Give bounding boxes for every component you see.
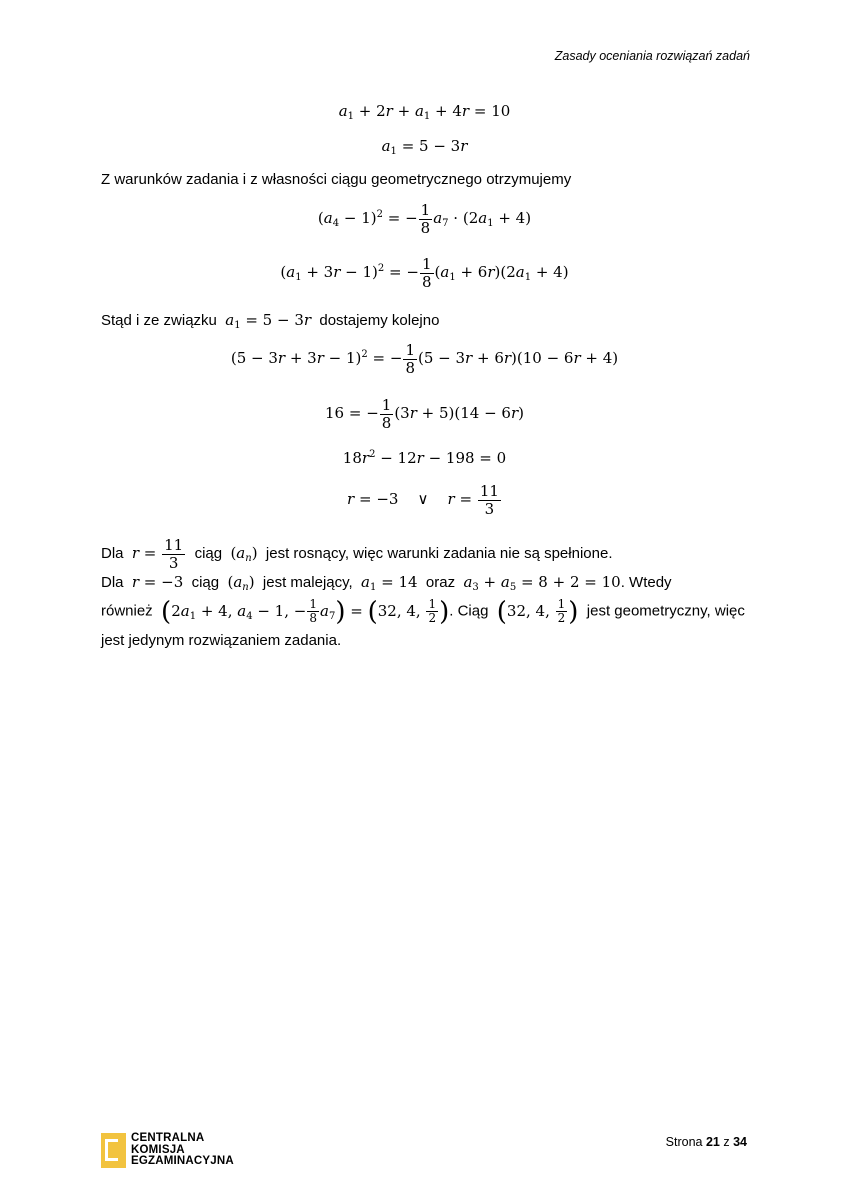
dla1-text-b: ciąg (194, 545, 223, 562)
equation-substitution: (5 − 3𝑟 + 3𝑟 − 1)$^2$ = − $\frac{1}{8}$ (5 − 3𝑟 + 6𝑟)(10 − 6𝑟 + 4) (230, 341, 619, 377)
intro-text: Z warunków zadania i z własności ciągu geometrycznego otrzymujemy (101, 171, 572, 188)
dla2-text-d: oraz (425, 574, 456, 591)
row3-text-c: jest geometryczny, więc (586, 602, 745, 620)
dla2-text-b: ciąg (191, 574, 220, 591)
equation-simplified: 16 = − $\frac{1}{8}$ (3𝑟 + 5)(14 − 6𝑟) (325, 396, 524, 432)
dla-line-2: Dla 𝑟 = −3 ciąg (𝑎$_𝑛$) jest malejący, 𝑎$_1$ = 14 oraz 𝑎$_3$ + 𝑎$_5$ = 8 + 2 = 10. Wtedy (101, 573, 672, 593)
logo-line-1: CENTRALNA (131, 1132, 205, 1144)
equation-geometric-2: (𝑎$_1$ + 3𝑟 − 1)$^2$ = − $\frac{1}{8}$ (𝑎$_1$ + 6𝑟)(2𝑎$_1$ + 4) (280, 255, 569, 291)
dla1-text-a: Dla (101, 545, 124, 562)
page-number (666, 1135, 747, 1149)
page-sep: z (723, 1135, 730, 1149)
equation-geometric-1: (𝑎$_4$ − 1)$^2$ = − $\frac{1}{8}$ 𝑎$_7$ · (2𝑎$_1$ + 4) (317, 201, 532, 237)
logo-line-3: EGZAMINACYJNA (131, 1155, 234, 1167)
cke-logo-text (131, 1133, 234, 1168)
dla-line-1: Dla 𝑟 = $\frac{11}{3}$ ciąg (𝑎$_𝑛$) jest rosnący, więc warunki zadania nie są spełnione. (101, 536, 613, 572)
row3-text-b: . Ciąg (449, 602, 489, 620)
page-current: 21 (705, 1135, 720, 1149)
stad-text-a: Stąd i ze związku (101, 312, 217, 329)
last-line: jest jedynym rozwiązaniem zadania. (101, 632, 342, 649)
stad-text-b: dostajemy kolejno (319, 312, 440, 329)
dla2-text-e: . Wtedy (620, 574, 672, 591)
cke-logo-icon (101, 1133, 126, 1168)
cke-logo (101, 1133, 234, 1168)
equation-quadratic: 18𝑟$^2$ − 12𝑟 − 198 = 0 (342, 449, 507, 467)
dla1-text-c: jest rosnący, więc warunki zadania nie są spełnione. (265, 545, 613, 562)
dla2-text-a: Dla (101, 574, 124, 591)
row3-text-a: również (101, 602, 153, 620)
equation-sum: 𝑎$_1$ + 2𝑟 + 𝑎$_1$ + 4𝑟 = 10 (338, 102, 511, 122)
page-label: Strona (665, 1135, 703, 1149)
page-total: 34 (733, 1135, 747, 1149)
rowniez-line: również (2𝑎$_1$ + 4, 𝑎$_4$ − 1, − $\frac{1}{8}$ 𝑎$_7$) = (32, 4, $\frac{1}{2}$ ). Ciąg (32, 4, $\frac{1}{2}$ ) jest geometryczny, więc (101, 596, 745, 627)
stad-line: Stąd i ze związku 𝑎$_1$ = 5 − 3𝑟 dostajemy kolejno (101, 311, 440, 331)
page-header: Zasady oceniania rozwiązań zadań (554, 49, 750, 63)
logo-line-2: KOMISJA (131, 1143, 185, 1156)
equation-a1: 𝑎$_1$ = 5 − 3𝑟 (381, 137, 468, 157)
dla2-text-c: jest malejący, (262, 574, 353, 591)
equation-solutions: 𝑟 = −3 ∨ 𝑟 = $\frac{11}{3}$ (347, 482, 499, 518)
